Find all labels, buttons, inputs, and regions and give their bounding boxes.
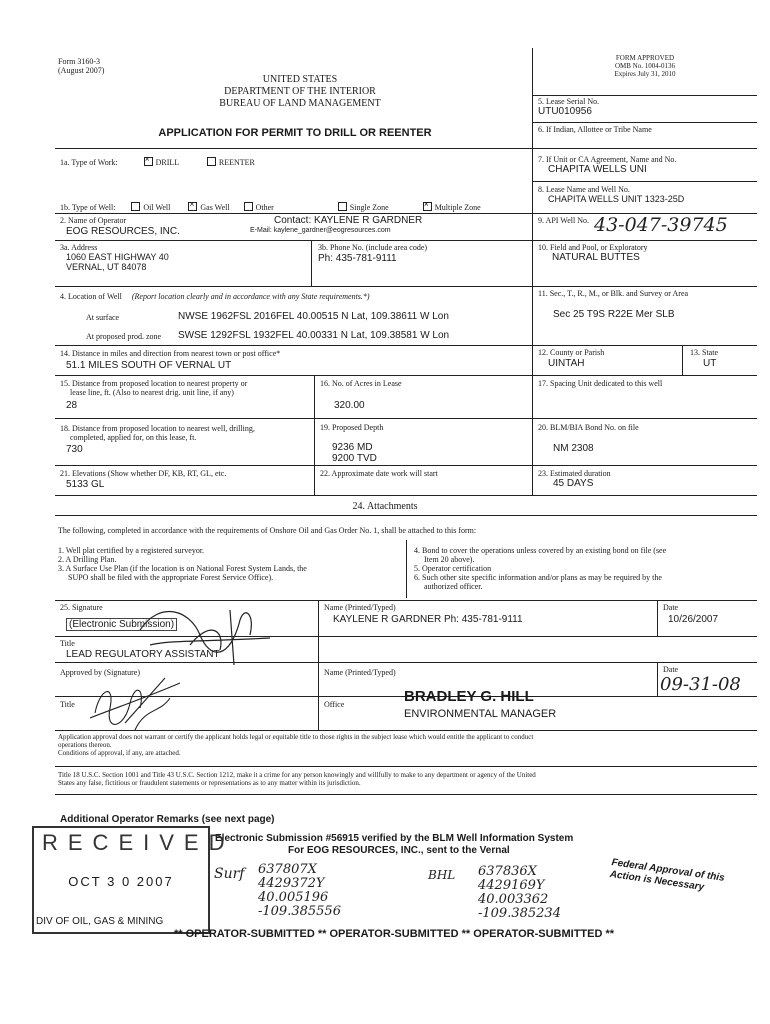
bhl-coord-lat: 40.003362: [478, 892, 549, 907]
e-submission-line-2: For EOG RESOURCES, INC., sent to the Vernal: [288, 845, 510, 856]
surf-coord-x: 637807X: [258, 862, 317, 877]
phone-label: 3b. Phone No. (include area code): [318, 243, 428, 252]
additional-remarks: Additional Operator Remarks (see next page): [60, 814, 275, 825]
oil-well-checkbox[interactable]: [131, 202, 140, 211]
surface-label: At surface: [86, 313, 120, 322]
acres-label: 16. No. of Acres in Lease: [320, 379, 402, 388]
lease-serial-label: 5. Lease Serial No.: [538, 97, 600, 106]
section-survey-label: 11. Sec., T., R., M., or Blk. and Survey or Area: [538, 289, 689, 298]
federal-approval-note: Federal Approval of this Action is Necessary: [609, 857, 726, 894]
operator-email: E-Mail: kaylene_gardner@eogresources.com: [250, 227, 391, 234]
dist-well-label-2: completed, applied for, on this lease, ft.: [70, 433, 197, 442]
divider: [318, 600, 319, 730]
office-label: Office: [324, 700, 345, 709]
bond-value: NM 2308: [553, 443, 594, 454]
divider: [682, 345, 683, 375]
surf-label: Surf: [214, 866, 245, 882]
form-number: Form 3160-3: [58, 57, 100, 66]
signature-date-label: Date: [663, 603, 679, 612]
title18-line-1: Title 18 U.S.C. Section 1001 and Title 43 U.S.C. Section 1212, make it a crime for any person knowingly and willfully to make to any department or agency of the United: [58, 771, 536, 779]
attachment-item: 1. Well plat certified by a registered surveyor.: [58, 546, 205, 555]
section-survey-value: Sec 25 T9S R22E Mer SLB: [553, 309, 675, 320]
api-well-label: 9. API Well No.: [538, 216, 589, 225]
bhl-coordinates: [478, 865, 561, 921]
phone-value: Ph: 435-781-9111: [318, 253, 397, 264]
county-value: UINTAH: [548, 358, 585, 369]
field-pool-label: 10. Field and Pool, or Exploratory: [538, 243, 648, 252]
expiry-date: Expires July 31, 2010: [614, 70, 676, 78]
disclaimer-line-1: Application approval does not warrant or certify the applicant holds legal or equitable title to those rights in the subject lease which would entitle the applicant to conduct: [58, 733, 534, 741]
divider: [55, 286, 757, 287]
drill-checkbox[interactable]: [144, 157, 153, 166]
attachments-intro: The following, completed in accordance with the requirements of Onshore Oil and Gas Order No. 1, shall be attached to this form:: [58, 526, 477, 535]
stamp-date: OCT 3 0 2007: [68, 874, 174, 889]
surf-coordinates: [258, 863, 341, 919]
approver-name-value: BRADLEY G. HILL: [404, 688, 534, 705]
bhl-coord-y: 4429169Y: [478, 878, 545, 893]
type-of-work-label: 1a. Type of Work:: [60, 158, 118, 167]
bhl-coord-lon: -109.385234: [478, 906, 561, 921]
attachment-item: authorized officer.: [424, 582, 483, 591]
signer-name-value: KAYLENE R GARDNER Ph: 435-781-9111: [333, 614, 523, 625]
location-label-row: [60, 292, 370, 301]
signature-value: (Electronic Submission): [66, 618, 177, 631]
dist-well-value: 730: [66, 444, 83, 455]
location-label: 4. Location of Well: [60, 292, 122, 301]
disclaimer-line-3: Conditions of approval, if any, are attached.: [58, 749, 181, 757]
bhl-coord-x: 637836X: [478, 864, 537, 879]
drill-label: DRILL: [155, 158, 179, 167]
elevation-label: 21. Elevations (Show whether DF, KB, RT, GL, etc.: [60, 469, 227, 478]
single-zone-label: Single Zone: [349, 203, 389, 212]
approval-title-label: Title: [60, 700, 75, 709]
divider: [406, 540, 407, 598]
type-of-work-row: [60, 157, 255, 167]
other-well-label: Other: [255, 203, 274, 212]
depth-md: 9236 MD: [332, 442, 373, 453]
location-note: (Report location clearly and in accordance with any State requirements.*): [131, 292, 370, 301]
divider: [657, 600, 658, 636]
approval-date-value: 09-31-08: [660, 674, 741, 695]
prod-zone-label: At proposed prod. zone: [86, 332, 162, 341]
signature-label: 25. Signature: [60, 603, 103, 612]
applicant-signature-scribble: [130, 590, 280, 670]
approval-date-label: Date: [663, 665, 679, 674]
agency-line-1: UNITED STATES: [262, 74, 338, 85]
approver-signature-scribble: [85, 668, 185, 734]
form-date: (August 2007): [58, 66, 105, 75]
lease-serial-value: UTU010956: [538, 106, 592, 117]
attachment-item: 5. Operator certification: [414, 564, 492, 573]
state-value: UT: [703, 358, 717, 369]
other-well-checkbox[interactable]: [244, 202, 253, 211]
attachments-left-list: [58, 546, 403, 582]
oil-well-label: Oil Well: [143, 203, 171, 212]
divider: [55, 766, 757, 767]
divider: [311, 240, 312, 286]
divider: [55, 345, 757, 346]
dist-well-label-1: 18. Distance from proposed location to nearest well, drilling,: [60, 424, 255, 433]
divider: [657, 662, 658, 696]
operator-submitted-banner: ** OPERATOR-SUBMITTED ** OPERATOR-SUBMITTED ** OPERATOR-SUBMITTED **: [174, 928, 615, 940]
agency-line-3: BUREAU OF LAND MANAGEMENT: [219, 98, 381, 109]
attachment-item: Item 20 above).: [424, 555, 475, 564]
gas-well-checkbox[interactable]: [188, 202, 197, 211]
duration-value: 45 DAYS: [553, 478, 594, 489]
gas-well-label: Gas Well: [200, 203, 230, 212]
surface-value: NWSE 1962FSL 2016FEL 40.00515 N Lat, 109.38611 W Lon: [178, 311, 449, 322]
acres-value: 320.00: [334, 400, 365, 411]
attachments-right-list: [414, 546, 759, 591]
approver-name-label: Name (Printed/Typed): [324, 668, 396, 677]
depth-label: 19. Proposed Depth: [320, 423, 384, 432]
attachment-item: 4. Bond to cover the operations unless covered by an existing bond on file (see: [414, 546, 667, 555]
reenter-label: REENTER: [218, 158, 255, 167]
divider: [55, 794, 757, 795]
approved-by-label: Approved by (Signature): [60, 668, 140, 677]
address-label: 3a. Address: [60, 243, 98, 252]
signature-date-value: 10/26/2007: [668, 614, 719, 625]
agency-line-2: DEPARTMENT OF THE INTERIOR: [224, 86, 376, 97]
operator-contact: Contact: KAYLENE R GARDNER: [274, 215, 423, 226]
divider: [55, 240, 757, 241]
signer-name-label: Name (Printed/Typed): [324, 603, 396, 612]
bond-label: 20. BLM/BIA Bond No. on file: [538, 423, 639, 432]
surf-coord-lon: -109.385556: [258, 904, 341, 919]
type-of-well-row: [60, 202, 481, 212]
attachments-heading: 24. Attachments: [352, 501, 418, 512]
distance-town-value: 51.1 MILES SOUTH OF VERNAL UT: [66, 360, 232, 371]
attachment-item: SUPO shall be filed with the appropriate Forest Service Office).: [68, 573, 274, 582]
form-title: APPLICATION FOR PERMIT TO DRILL OR REENTER: [158, 127, 432, 139]
start-date-label: 22. Approximate date work will start: [320, 469, 438, 478]
divider: [532, 122, 757, 123]
depth-tvd: 9200 TVD: [332, 453, 377, 464]
divider: [532, 95, 757, 96]
divider: [55, 495, 757, 496]
form-approved: FORM APPROVED: [615, 54, 675, 62]
indian-allottee-label: 6. If Indian, Allottee or Tribe Name: [538, 125, 652, 134]
stamp-division: DIV OF OIL, GAS & MINING: [36, 916, 164, 927]
disclaimer-line-2: operations thereon.: [58, 741, 112, 749]
state-label: 13. State: [690, 348, 718, 357]
duration-label: 23. Estimated duration: [538, 469, 611, 478]
unit-agreement-value: CHAPITA WELLS UNI: [548, 164, 647, 175]
title18-line-2: States any false, fictitious or fraudulent statements or representations as to any matter within its jurisdiction.: [58, 779, 361, 787]
divider: [55, 375, 757, 376]
attachment-item: 3. A Surface Use Plan (if the location is on National Forest System Lands, the: [58, 564, 307, 573]
dist-property-label-1: 15. Distance from proposed location to nearest property or: [60, 379, 248, 388]
divider: [532, 181, 757, 182]
dist-property-label-2: lease line, ft. (Also to nearest drig. unit line, if any): [70, 388, 234, 397]
spacing-label: 17. Spacing Unit dedicated to this well: [538, 379, 663, 388]
office-value: ENVIRONMENTAL MANAGER: [404, 708, 557, 720]
bhl-label: BHL: [428, 868, 456, 882]
type-of-well-label: 1b. Type of Well:: [60, 203, 116, 212]
dist-property-value: 28: [66, 400, 78, 411]
operator-label: 2. Name of Operator: [60, 216, 127, 225]
county-label: 12. County or Parish: [538, 348, 605, 357]
multiple-zone-checkbox[interactable]: [423, 202, 432, 211]
divider: [55, 418, 757, 419]
signer-title-value: LEAD REGULATORY ASSISTANT: [66, 649, 220, 660]
lease-name-value: CHAPITA WELLS UNIT 1323-25D: [548, 194, 685, 204]
single-zone-checkbox[interactable]: [338, 202, 347, 211]
e-submission-line-1: Electronic Submission #56915 verified by the BLM Well Information System: [215, 833, 574, 844]
unit-agreement-label: 7. If Unit or CA Agreement, Name and No.: [538, 155, 677, 164]
surf-coord-y: 4429372Y: [258, 876, 325, 891]
reenter-checkbox[interactable]: [207, 157, 216, 166]
address-line-1: 1060 EAST HIGHWAY 40: [66, 252, 169, 262]
right-column-divider: [532, 48, 533, 495]
surf-coord-lat: 40.005196: [258, 890, 329, 905]
attachment-item: 6. Such other site specific information and/or plans as may be required by the: [414, 573, 662, 582]
lease-name-label: 8. Lease Name and Well No.: [538, 185, 630, 194]
divider: [55, 465, 757, 466]
signer-title-label: Title: [60, 639, 75, 648]
field-pool-value: NATURAL BUTTES: [552, 252, 640, 263]
api-well-value: 43-047-39745: [594, 214, 728, 236]
divider: [55, 515, 757, 516]
divider: [55, 148, 757, 149]
attachment-item: 2. A Drilling Plan.: [58, 555, 117, 564]
divider: [314, 375, 315, 495]
prod-zone-value: SWSE 1292FSL 1932FEL 40.00331 N Lat, 109.38581 W Lon: [178, 330, 450, 341]
address-line-2: VERNAL, UT 84078: [66, 262, 147, 272]
operator-value: EOG RESOURCES, INC.: [66, 226, 180, 237]
omb-number: OMB No. 1004-0136: [614, 62, 676, 70]
stamp-letters: RECEIVED: [42, 830, 235, 855]
multiple-zone-label: Multiple Zone: [434, 203, 481, 212]
distance-town-label: 14. Distance in miles and direction from nearest town or post office*: [60, 349, 281, 358]
elevation-value: 5133 GL: [66, 479, 105, 490]
